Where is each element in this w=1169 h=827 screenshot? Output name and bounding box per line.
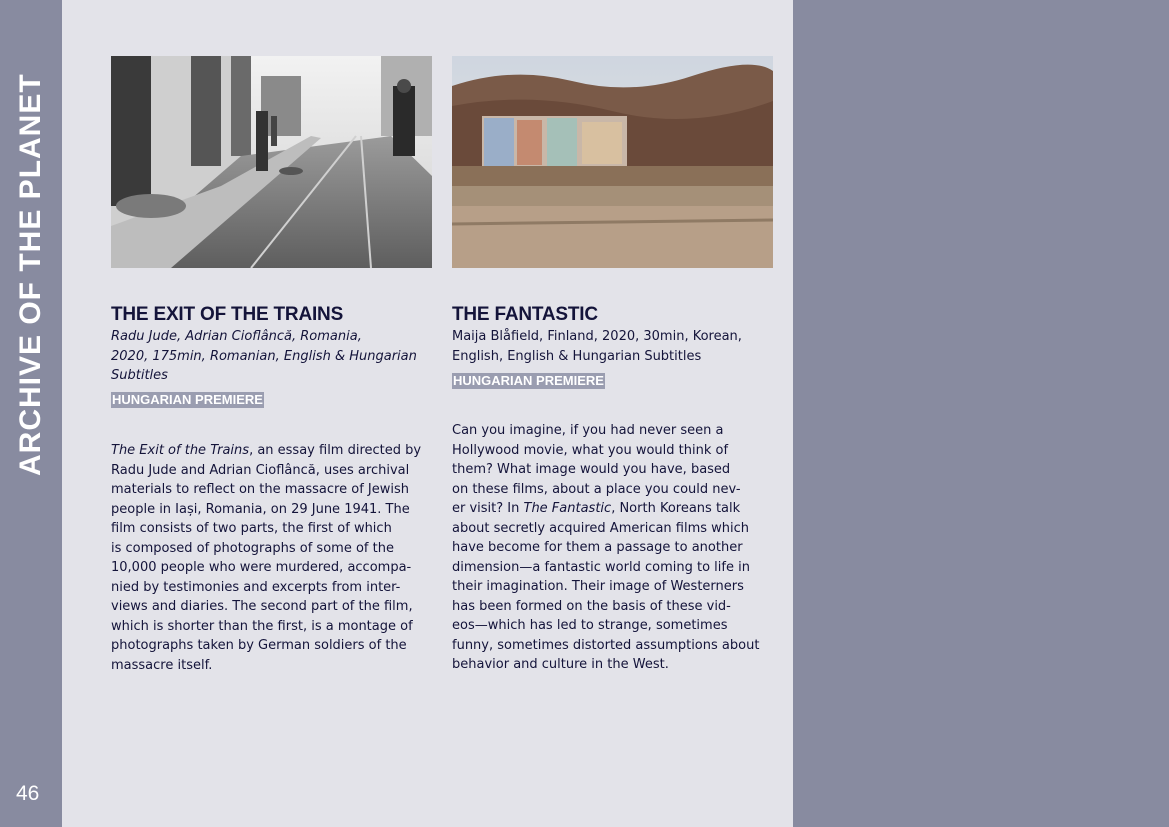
synopsis-text: , North Koreans talk — [611, 501, 741, 516]
synopsis-line: them? What image would you have, based — [452, 462, 731, 477]
synopsis-line: dimension—a fantastic world coming to life in — [452, 559, 750, 575]
film-1-credits — [111, 327, 431, 386]
film-2-synopsis — [452, 421, 772, 675]
synopsis-line: photographs taken by German soldiers of the — [111, 638, 407, 653]
section-title: ARCHIVE OF THE PLANET — [14, 73, 47, 476]
synopsis-line: funny, sometimes distorted assumptions about — [452, 637, 760, 653]
synopsis-line: people in Iași, Romania, on 29 June 1941. The — [111, 501, 410, 517]
page-number: 46 — [16, 782, 40, 805]
synopsis-line: is composed of photographs of some of the — [111, 540, 394, 556]
synopsis-line: which is shorter than the first, is a montage of — [111, 618, 413, 634]
synopsis-line: eos—which has led to strange, sometimes — [452, 618, 728, 633]
synopsis-line: views and diaries. The second part of the film, — [111, 599, 413, 614]
film-1-still-image — [111, 56, 432, 268]
film-1-synopsis-title: The Exit of the Trains — [111, 443, 250, 458]
synopsis-line: nied by testimonies and excerpts from inter- — [111, 579, 401, 595]
synopsis-line: Hollywood movie, what you would think of — [452, 442, 729, 458]
sidebar — [0, 0, 62, 827]
film-2-premiere-badge: HUNGARIAN PREMIERE — [453, 373, 604, 388]
film-1-premiere-badge: HUNGARIAN PREMIERE — [112, 392, 263, 407]
film-1-credits-line: Radu Jude, Adrian Cioflâncă, Romania, — [111, 329, 362, 344]
synopsis-line: on these films, about a place you could nev- — [452, 481, 741, 497]
film-2-credits-line: Maija Blåfield, Finland, 2020, 30min, Korean, — [452, 329, 742, 344]
film-2-title: THE FANTASTIC — [452, 304, 598, 325]
film-2-synopsis-title: The Fantastic — [523, 501, 612, 516]
film-2-credits-line: English, English & Hungarian Subtitles — [452, 348, 702, 364]
synopsis-line: Radu Jude and Adrian Cioflâncă, uses archival — [111, 462, 410, 478]
film-2-credits — [452, 327, 772, 366]
synopsis-line: massacre itself. — [111, 657, 213, 673]
synopsis-line: have become for them a passage to another — [452, 540, 743, 555]
synopsis-line: film consists of two parts, the first of which — [111, 521, 392, 536]
synopsis-line — [111, 441, 431, 461]
film-2-still-image — [452, 56, 773, 268]
synopsis-line: 10,000 people who were murdered, accompa- — [111, 560, 412, 575]
film-1-credits-line: Subtitles — [111, 368, 168, 383]
synopsis-line: behavior and culture in the West. — [452, 657, 669, 672]
synopsis-line — [452, 499, 772, 519]
film-1-title: THE EXIT OF THE TRAINS — [111, 304, 344, 325]
synopsis-line: has been formed on the basis of these vid- — [452, 598, 731, 614]
film-1-credits-line: 2020, 175min, Romanian, English & Hungarian — [111, 348, 417, 364]
synopsis-line: about secretly acquired American films which — [452, 520, 750, 536]
synopsis-line: their imagination. Their image of Westerners — [452, 579, 744, 594]
synopsis-line: materials to reflect on the massacre of Jewish — [111, 482, 409, 497]
right-panel — [793, 0, 1169, 827]
film-1-synopsis — [111, 441, 431, 675]
synopsis-text: , an essay film directed by — [249, 443, 422, 458]
synopsis-text: er visit? In — [452, 501, 524, 516]
synopsis-line: Can you imagine, if you had never seen a — [452, 423, 724, 438]
